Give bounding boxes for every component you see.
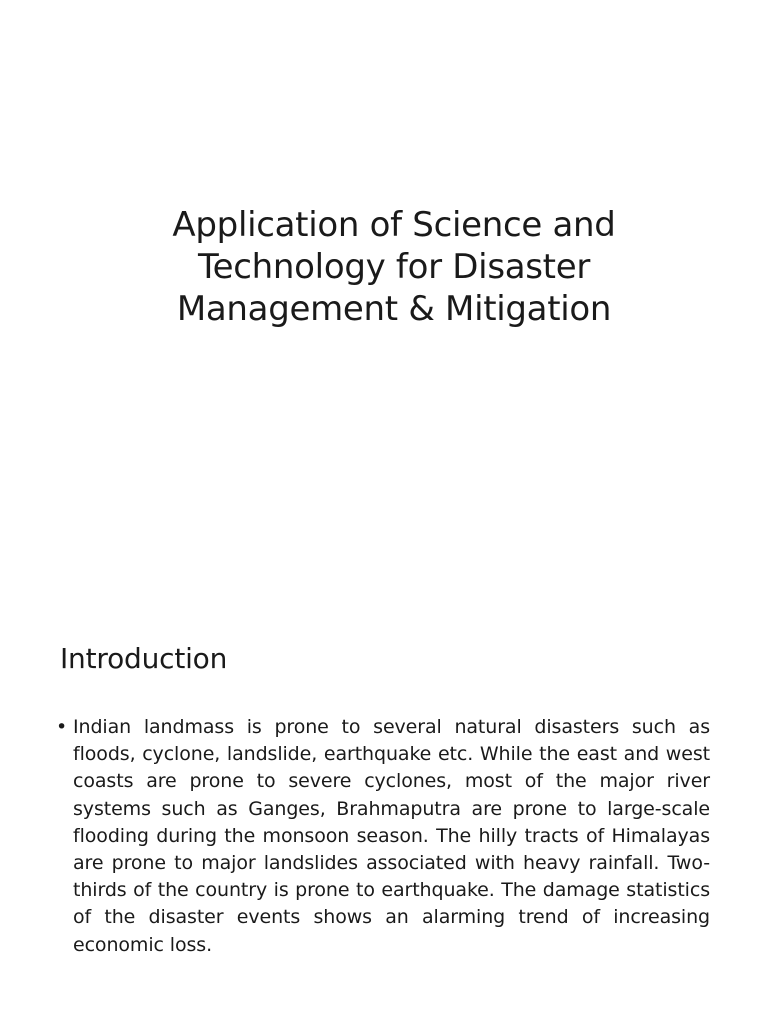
title-line: Application of Science and (172, 205, 616, 245)
introduction-slide (0, 580, 768, 1024)
title-line: Management & Mitigation (176, 288, 612, 329)
bullet-marker: • (56, 716, 68, 738)
presentation-title (84, 205, 704, 330)
bullet-item (56, 714, 710, 959)
bullet-list (56, 714, 710, 959)
slide-heading: Introduction (60, 642, 228, 675)
bullet-text: Indian landmass is prone to several natural disasters such as floods, cyclone, landslide, earthquake etc. While the east and west coasts are prone to severe cyclones, most of the major river systems such as Ganges, Brahmaputra are prone to large-scale flooding during the monsoon season. The hilly tracts of Himalayas are prone to major landslides associated with heavy rainfall. Two-thirds of the country is prone to earthquake. The damage statistics of the disaster events shows an alarming trend of increasing economic loss. (73, 716, 710, 956)
title-line: Technology for Disaster (197, 246, 591, 287)
